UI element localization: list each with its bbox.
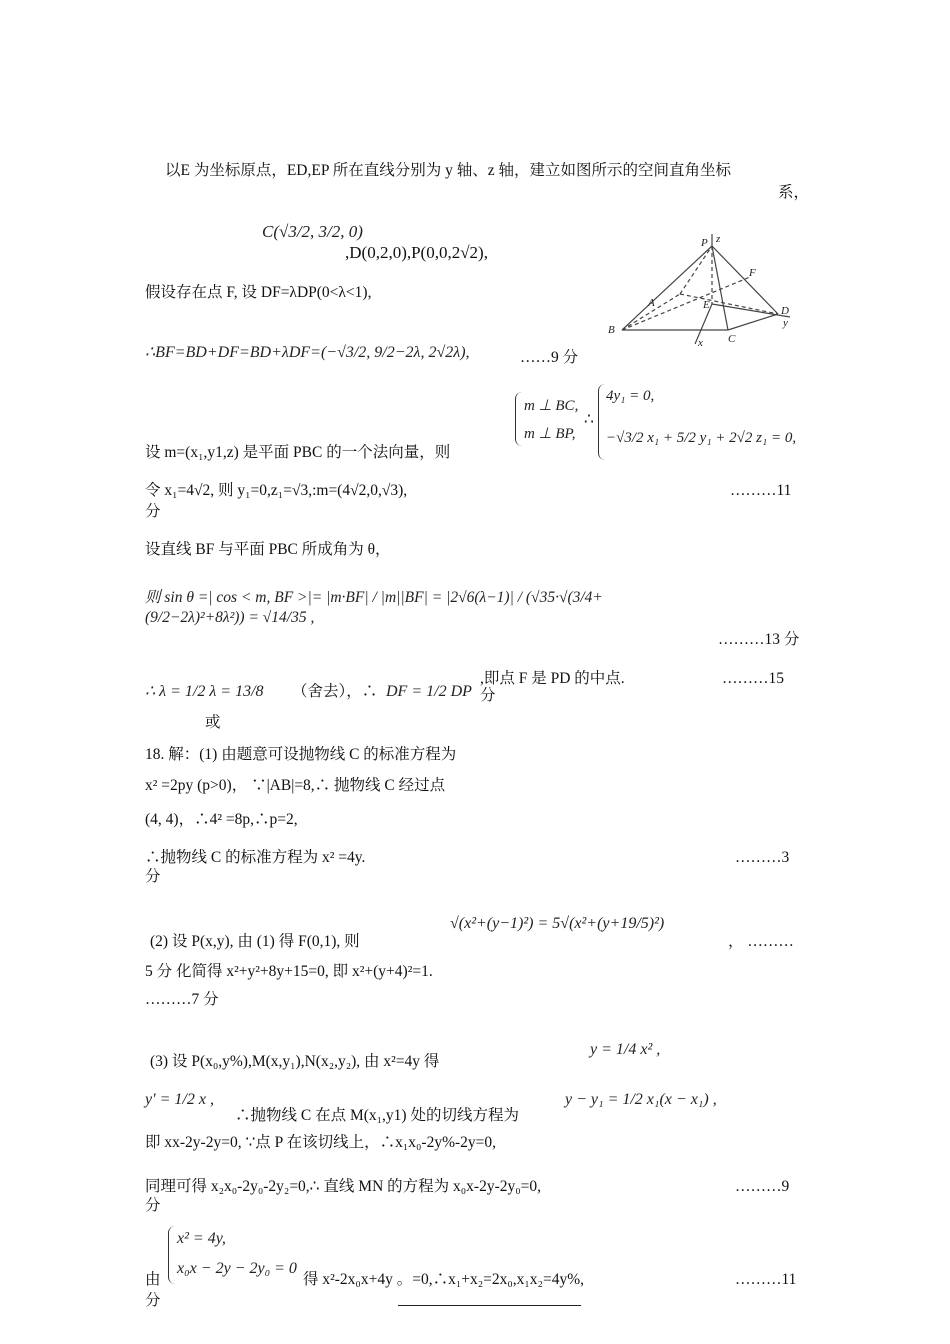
score-unit: 分	[145, 503, 161, 520]
formula-sys1-a: m ⊥ BC,	[524, 398, 579, 414]
label-e: E	[703, 299, 710, 311]
label-b: B	[608, 324, 615, 336]
score: ………3	[735, 849, 790, 866]
formula-df: DF = 1/2 DP	[386, 683, 472, 700]
therefore-symbol: ∴	[584, 411, 594, 428]
score: ， ………	[728, 933, 794, 950]
score: ………13 分	[718, 631, 800, 648]
text-line: 以E 为坐标原点，ED,EP 所在直线分别为 y 轴、z 轴，建立如图所示的空间直角坐标	[165, 162, 732, 179]
formula-lambda: ∴ λ = 1/2 λ = 13/8	[145, 683, 264, 700]
label-a: A	[648, 297, 655, 309]
text-line: 18. 解：(1) 由题意可设抛物线 C 的标准方程为	[145, 746, 457, 763]
text-line: 令 x₁=4√2, 则 y₁=0,z₁=√3,:m=(4√2,0,√3),	[145, 482, 408, 499]
formula-sys2-b: −√3/2 x₁ + 5/2 y₁ + 2√2 z₁ = 0,	[606, 430, 797, 446]
formula-sys1-b: m ⊥ BP,	[524, 426, 576, 442]
text-line: 同理可得 x₂x₀-2y₀-2y₂=0,∴ 直线 MN 的方程为 x₀x-2y-2y₀=0,	[145, 1178, 542, 1195]
score: ………9	[735, 1178, 790, 1195]
formula-sys2-a: 4y₁ = 0,	[606, 388, 655, 404]
brace	[168, 1226, 175, 1284]
text-segment: 或	[205, 714, 221, 731]
formula-yprime: y′ = 1/2 x ,	[145, 1091, 214, 1108]
score: ………11	[730, 482, 792, 499]
text-line: (2) 设 P(x,y), 由 (1) 得 F(0,1), 则	[150, 933, 360, 950]
text-line: 系，	[778, 184, 810, 201]
brace	[598, 384, 605, 460]
text-line: ,D(0,2,0),P(0,0,2√2),	[345, 243, 488, 262]
text-segment: 由	[145, 1271, 161, 1288]
text-line: 假设存在点 F, 设 DF=λDP(0<λ<1),	[145, 284, 372, 301]
text-line: ,即点 F 是 PD 的中点.	[480, 670, 625, 687]
text-line: ∴抛物线 C 的标准方程为 x² =4y.	[145, 849, 366, 866]
label-f: F	[749, 267, 756, 279]
formula-tangent: y − y₁ = 1/2 x₁(x − x₁) ,	[565, 1091, 717, 1108]
score: ………11	[735, 1271, 797, 1288]
pyramid-figure	[600, 232, 800, 350]
label-x: x	[698, 337, 703, 349]
score-unit: 分	[145, 868, 161, 885]
score-unit: 分	[145, 1197, 161, 1214]
formula-y: y = 1/4 x² ,	[590, 1041, 661, 1058]
label-p: P	[701, 237, 708, 249]
formula-distance: √(x²+(y−1)²) = 5√(x²+(y+19/5)²)	[450, 915, 665, 932]
footer-rule	[398, 1305, 581, 1306]
score-unit: 分	[480, 687, 496, 704]
score: ………7 分	[145, 991, 219, 1008]
text-line: 即 xx-2y-2y=0, ∵点 P 在该切线上，∴x₁x₀-2y%-2y=0,	[145, 1134, 497, 1151]
label-y: y	[783, 317, 788, 329]
label-d: D	[781, 305, 789, 317]
formula-sys3-b: x₀x − 2y − 2y₀ = 0	[177, 1260, 297, 1277]
text-line: 得 x²-2x₀x+4y 。=0,∴x₁+x₂=2x₀,x₁x₂=4y%,	[303, 1271, 584, 1288]
score-unit: 分	[145, 1292, 161, 1309]
formula-sin: 则 sin θ =| cos < m, BF >|= |m·BF| / |m||BF| = |2√6(λ−1)| / (√35·√(3/4+(9/2−2λ)²+8λ²)) = √14/35 ,	[145, 589, 603, 626]
text-line: ∴抛物线 C 在点 M(x₁,y1) 处的切线方程为	[235, 1107, 519, 1124]
brace	[515, 392, 522, 446]
text-line: 设 m=(x₁,y1,z) 是平面 PBC 的一个法向量，则	[145, 444, 451, 461]
score: ……9 分	[520, 349, 579, 366]
text-line: x² =2py (p>0)， ∵|AB|=8,∴ 抛物线 C 经过点	[145, 777, 446, 794]
score: ………15	[722, 670, 784, 687]
text-line: 设直线 BF 与平面 PBC 所成角为 θ，	[145, 541, 391, 558]
formula-bf-vector: ∴BF=BD+DF=BD+λDF=(−√3/2, 9/2−2λ, 2√2λ),	[145, 344, 470, 361]
formula-c-point: C(√3/2, 3/2, 0)	[262, 222, 363, 241]
text-line: 5 分 化简得 x²+y²+8y+15=0, 即 x²+(y+4)²=1.	[145, 963, 433, 980]
label-z: z	[716, 233, 721, 245]
text-segment: （舍去），∴	[292, 683, 378, 700]
label-c: C	[728, 333, 736, 345]
formula-sys3-a: x² = 4y,	[177, 1230, 226, 1247]
text-line: (3) 设 P(x₀,y%),M(x,y₁),N(x₂,y₂), 由 x²=4y 得	[150, 1053, 440, 1070]
text-line: (4, 4)，∴4² =8p,∴p=2,	[145, 811, 298, 828]
